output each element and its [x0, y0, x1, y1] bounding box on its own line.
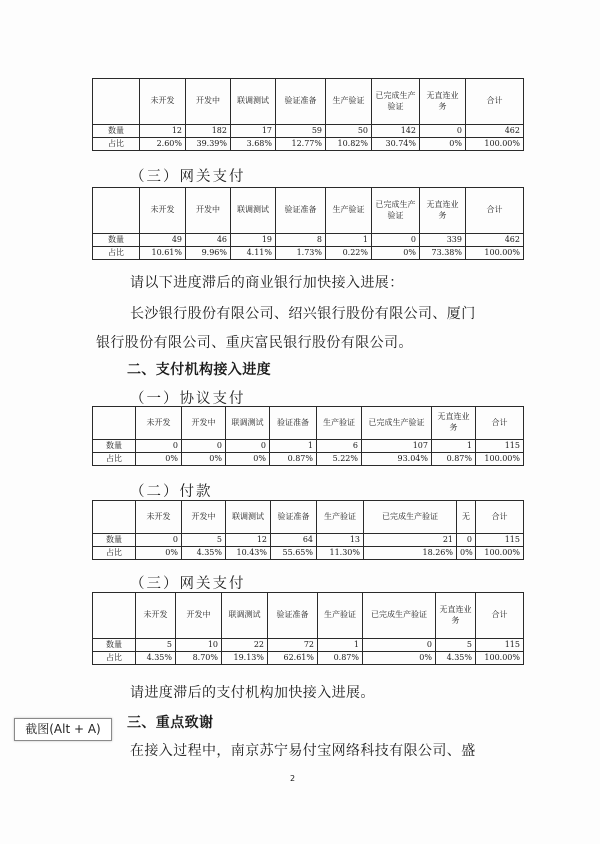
page-number: 2 — [290, 774, 296, 783]
table-cell: 5.22% — [317, 453, 362, 466]
row-label: 数量 — [93, 639, 136, 652]
column-header: 验证准备 — [268, 593, 318, 639]
table-cell: 46 — [186, 234, 231, 247]
column-header: 联调测试 — [231, 79, 276, 125]
table-cell: 182 — [186, 125, 231, 138]
column-header: 联调测试 — [226, 501, 271, 534]
table-cell: 4.35% — [136, 652, 176, 665]
bank-gateway-table — [92, 187, 524, 260]
table-cell: 17 — [231, 125, 276, 138]
table-row — [93, 453, 524, 466]
banks-list-line-2: 银行股份有限公司、重庆富民银行股份有限公司。 — [96, 335, 413, 351]
table-cell: 10.82% — [326, 138, 372, 151]
column-header: 验证准备 — [270, 407, 317, 440]
table-cell: 5 — [136, 639, 176, 652]
table-cell: 73.38% — [420, 247, 466, 260]
table-cell: 4.11% — [231, 247, 276, 260]
column-header: 开发中 — [182, 407, 226, 440]
table-cell: 0% — [182, 453, 226, 466]
row-label: 占比 — [93, 547, 136, 560]
bank-status-table-continued — [92, 78, 524, 151]
column-header: 生产验证 — [318, 593, 363, 639]
table-cell: 0 — [136, 440, 182, 453]
table-cell: 0.87% — [270, 453, 317, 466]
table-cell: 142 — [372, 125, 420, 138]
table-cell: 339 — [420, 234, 466, 247]
column-header: 合计 — [476, 501, 524, 534]
table-cell: 6 — [317, 440, 362, 453]
table-cell: 0% — [136, 547, 182, 560]
column-header: 合计 — [476, 407, 524, 440]
table-corner-cell — [93, 188, 140, 234]
table-cell: 1 — [432, 440, 476, 453]
table-row — [93, 534, 524, 547]
table-cell: 55.65% — [271, 547, 317, 560]
table-cell: 0% — [363, 652, 436, 665]
table-cell: 0 — [372, 234, 420, 247]
table-corner-cell — [93, 593, 136, 639]
table-cell: 0 — [226, 440, 270, 453]
table-corner-cell — [93, 79, 140, 125]
table-corner-cell — [93, 407, 136, 440]
row-label: 数量 — [93, 125, 140, 138]
institution-protocol-table — [92, 406, 524, 466]
table-cell: 0% — [457, 547, 476, 560]
table-cell: 0% — [372, 247, 420, 260]
column-header: 生产验证 — [317, 407, 362, 440]
table-row — [93, 547, 524, 560]
column-header: 验证准备 — [276, 79, 326, 125]
table-cell: 5 — [436, 639, 476, 652]
table-cell: 9.96% — [186, 247, 231, 260]
column-header: 无直连业务 — [420, 188, 466, 234]
column-header: 已完成生产验证 — [372, 188, 420, 234]
table-cell: 10.61% — [140, 247, 186, 260]
table-cell: 59 — [276, 125, 326, 138]
table-row — [93, 639, 524, 652]
table-cell: 19.13% — [222, 652, 268, 665]
table-cell: 50 — [326, 125, 372, 138]
table-cell: 1 — [318, 639, 363, 652]
column-header: 开发中 — [182, 501, 226, 534]
table-cell: 5 — [182, 534, 226, 547]
table-cell: 115 — [476, 440, 524, 453]
column-header: 已完成生产验证 — [364, 501, 457, 534]
table-cell: 0 — [182, 440, 226, 453]
row-label: 占比 — [93, 247, 140, 260]
table-cell: 115 — [476, 639, 524, 652]
table-cell: 0.87% — [318, 652, 363, 665]
section-3-heading: 三、重点致谢 — [127, 715, 214, 731]
table-row — [93, 138, 524, 151]
table-cell: 39.39% — [186, 138, 231, 151]
column-header: 未开发 — [136, 407, 182, 440]
table-cell: 3.68% — [231, 138, 276, 151]
table-cell: 462 — [466, 234, 524, 247]
table-cell: 107 — [362, 440, 432, 453]
table-cell: 21 — [364, 534, 457, 547]
table-cell: 4.35% — [436, 652, 476, 665]
column-header: 联调测试 — [222, 593, 268, 639]
table-cell: 100.00% — [466, 247, 524, 260]
table-cell: 100.00% — [476, 547, 524, 560]
row-label: 数量 — [93, 440, 136, 453]
table-cell: 462 — [466, 125, 524, 138]
table-cell: 49 — [140, 234, 186, 247]
column-header: 验证准备 — [276, 188, 326, 234]
column-header: 合计 — [466, 79, 524, 125]
column-header: 无直连业务 — [432, 407, 476, 440]
table-row — [93, 440, 524, 453]
table-cell: 8.70% — [176, 652, 222, 665]
table-cell: 18.26% — [364, 547, 457, 560]
column-header: 验证准备 — [271, 501, 317, 534]
column-header: 未开发 — [140, 188, 186, 234]
table-cell: 93.04% — [362, 453, 432, 466]
table-cell: 12 — [140, 125, 186, 138]
protocol-payment-heading: （一）协议支付 — [130, 391, 246, 407]
column-header: 未开发 — [140, 79, 186, 125]
table-cell: 62.61% — [268, 652, 318, 665]
banks-intro-paragraph: 请以下进度滞后的商业银行加快接入进展： — [130, 275, 404, 291]
column-header: 开发中 — [176, 593, 222, 639]
institutions-paragraph: 请进度滞后的支付机构加快接入进展。 — [130, 685, 375, 701]
banks-list-line-1: 长沙银行股份有限公司、绍兴银行股份有限公司、厦门 — [130, 306, 476, 322]
column-header: 无直连业务 — [420, 79, 466, 125]
table-cell: 22 — [222, 639, 268, 652]
column-header: 联调测试 — [226, 407, 270, 440]
table-cell: 100.00% — [476, 652, 524, 665]
table-cell: 10.43% — [226, 547, 271, 560]
row-label: 占比 — [93, 138, 140, 151]
table-corner-cell — [93, 501, 136, 534]
table-row — [93, 652, 524, 665]
column-header: 开发中 — [186, 188, 231, 234]
table-cell: 1 — [326, 234, 372, 247]
table-cell: 0 — [420, 125, 466, 138]
row-label: 数量 — [93, 234, 140, 247]
table-cell: 1 — [270, 440, 317, 453]
row-label: 占比 — [93, 652, 136, 665]
column-header: 无 — [457, 501, 476, 534]
table-cell: 0% — [136, 453, 182, 466]
table-cell: 2.60% — [140, 138, 186, 151]
table-row — [93, 234, 524, 247]
table-cell: 13 — [317, 534, 364, 547]
table-cell: 0 — [457, 534, 476, 547]
table-cell: 0% — [226, 453, 270, 466]
table-row — [93, 125, 524, 138]
column-header: 已完成生产验证 — [363, 593, 436, 639]
table-cell: 0.87% — [432, 453, 476, 466]
thanks-paragraph: 在接入过程中，南京苏宁易付宝网络科技有限公司、盛 — [130, 743, 476, 759]
column-header: 联调测试 — [231, 188, 276, 234]
table-cell: 30.74% — [372, 138, 420, 151]
column-header: 生产验证 — [317, 501, 364, 534]
table-cell: 10 — [176, 639, 222, 652]
table-cell: 100.00% — [466, 138, 524, 151]
table-cell: 12 — [226, 534, 271, 547]
column-header: 未开发 — [136, 593, 176, 639]
bank-gateway-heading: （三）网关支付 — [130, 169, 246, 185]
table-cell: 12.77% — [276, 138, 326, 151]
section-2-heading: 二、支付机构接入进度 — [127, 362, 271, 378]
table-cell: 4.35% — [182, 547, 226, 560]
table-cell: 11.30% — [317, 547, 364, 560]
table-cell: 100.00% — [476, 453, 524, 466]
column-header: 无直连业务 — [436, 593, 476, 639]
column-header: 生产验证 — [326, 79, 372, 125]
institution-gateway-table — [92, 592, 524, 665]
table-cell: 8 — [276, 234, 326, 247]
screenshot-button[interactable]: 截图(Alt + A) — [14, 718, 112, 741]
row-label: 占比 — [93, 453, 136, 466]
table-cell: 0 — [136, 534, 182, 547]
column-header: 未开发 — [136, 501, 182, 534]
institution-payment-table — [92, 500, 524, 560]
table-cell: 0% — [420, 138, 466, 151]
table-cell: 1.73% — [276, 247, 326, 260]
table-cell: 64 — [271, 534, 317, 547]
column-header: 合计 — [476, 593, 524, 639]
table-cell: 0 — [363, 639, 436, 652]
table-cell: 115 — [476, 534, 524, 547]
table-cell: 72 — [268, 639, 318, 652]
column-header: 已完成生产验证 — [362, 407, 432, 440]
column-header: 已完成生产验证 — [372, 79, 420, 125]
column-header: 合计 — [466, 188, 524, 234]
column-header: 开发中 — [186, 79, 231, 125]
table-cell: 0.22% — [326, 247, 372, 260]
table-row — [93, 247, 524, 260]
institution-gateway-heading: （三）网关支付 — [130, 576, 246, 592]
table-cell: 19 — [231, 234, 276, 247]
payment-heading: （二）付款 — [130, 484, 213, 500]
row-label: 数量 — [93, 534, 136, 547]
column-header: 生产验证 — [326, 188, 372, 234]
